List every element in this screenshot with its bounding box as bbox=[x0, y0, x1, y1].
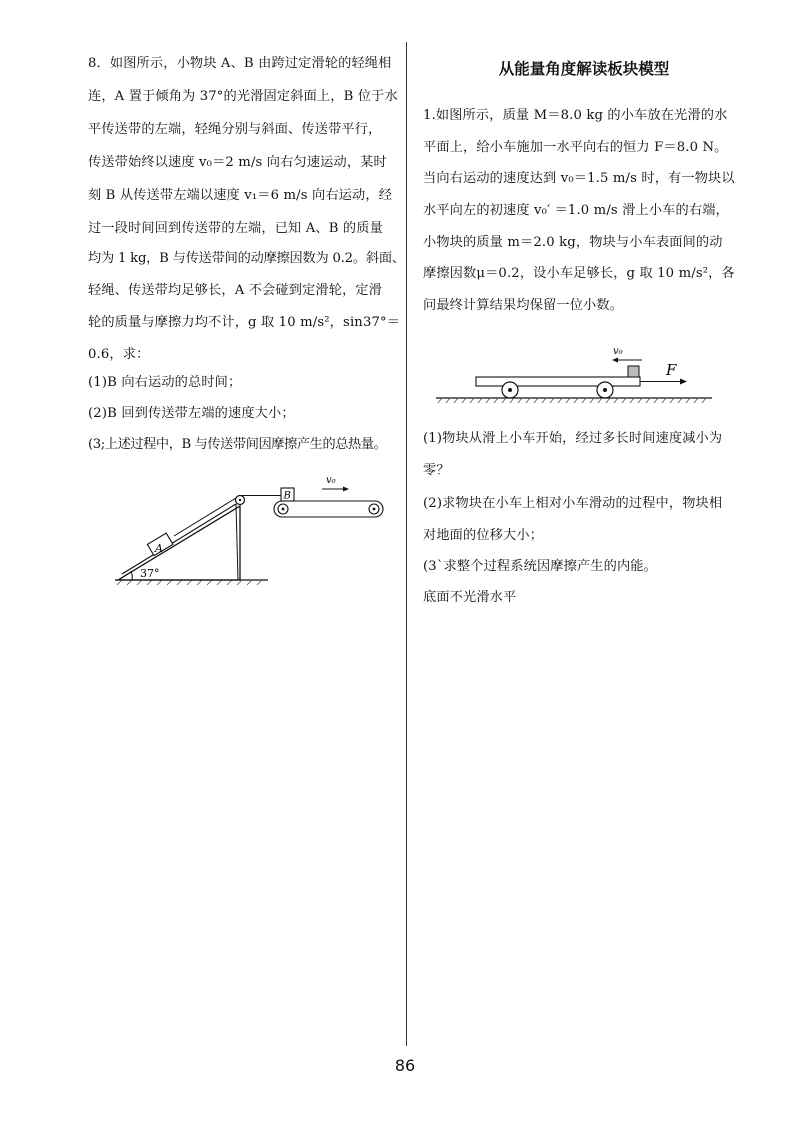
problem-text-line: 当向右运动的速度达到 v₀＝1.5 m/s 时，有一物块以 bbox=[423, 171, 735, 186]
column-divider bbox=[406, 42, 407, 1046]
v0-prime-label: v₀ bbox=[613, 346, 623, 357]
cart-board bbox=[476, 377, 640, 386]
problem-text-line: 小物块的质量 m＝2.0 kg，物块与小车表面间的动 bbox=[423, 235, 723, 250]
block-b-label: B bbox=[283, 490, 291, 502]
problem-text-line: 均为 1 kg，B 与传送带间的动摩擦因数为 0.2。斜面、 bbox=[88, 251, 405, 266]
force-label: F bbox=[666, 361, 677, 379]
problem-text-line: 传送带始终以速度 v₀＝2 m/s 向右匀速运动，某时 bbox=[88, 155, 387, 170]
question-3: (3;上述过程中，B 与传送带间因摩擦产生的总热量。 bbox=[88, 437, 387, 452]
question-3: (3`求整个过程系统因摩擦产生的内能。 bbox=[423, 559, 657, 574]
incline-conveyor-figure bbox=[100, 470, 400, 590]
cart-block-figure bbox=[430, 340, 730, 415]
angle-label: 37° bbox=[140, 567, 160, 580]
question-2: (2)B 回到传送带左端的速度大小； bbox=[88, 406, 295, 421]
problem-text-line: 0.6，求： bbox=[88, 347, 150, 362]
question-1-cont: 零？ bbox=[423, 463, 450, 478]
problem-text-line: 轻绳、传送带均足够长，A 不会碰到定滑轮，定滑 bbox=[88, 283, 383, 298]
problem-text-line: 连，A 置于倾角为 37°的光滑固定斜面上，B 位于水 bbox=[88, 89, 398, 104]
question-1: (1)物块从滑上小车开始，经过多长时间速度减小为 bbox=[423, 431, 723, 446]
problem-text-line: 过一段时间回到传送带的左端，已知 A、B 的质量 bbox=[88, 221, 383, 236]
problem-text-line: 摩擦因数μ＝0.2，设小车足够长，g 取 10 m/s²，各 bbox=[423, 266, 735, 281]
question-2-cont: 对地面的位移大小； bbox=[423, 528, 544, 543]
small-block bbox=[628, 366, 639, 377]
problem-text-line: 8．如图所示，小物块 A、B 由跨过定滑轮的轻绳相 bbox=[88, 56, 392, 71]
section-title: 从能量角度解读板块模型 bbox=[498, 60, 670, 78]
problem-text-line: 平面上，给小车施加一水平向右的恒力 F＝8.0 N。 bbox=[423, 140, 728, 155]
page-number: 86 bbox=[394, 1056, 416, 1075]
handwritten-note: 底面不光滑水平 bbox=[423, 590, 517, 605]
problem-text-line: 1.如图所示，质量 M＝8.0 kg 的小车放在光滑的水 bbox=[423, 108, 728, 123]
problem-text-line: 平传送带的左端，轻绳分别与斜面、传送带平行， bbox=[88, 122, 382, 137]
v0-label: v₀ bbox=[326, 475, 336, 486]
problem-text-line: 问最终计算结果均保留一位小数。 bbox=[423, 298, 624, 313]
problem-text-line: 刻 B 从传送带左端以速度 v₁＝6 m/s 向右运动，经 bbox=[88, 188, 393, 203]
question-2: (2)求物块在小车上相对小车滑动的过程中，物块相 bbox=[423, 496, 723, 511]
question-1: (1)B 向右运动的总时间； bbox=[88, 375, 242, 390]
block-a-label: A bbox=[155, 542, 163, 555]
problem-text-line: 水平向左的初速度 v₀′ ＝1.0 m/s 滑上小车的右端， bbox=[423, 203, 729, 218]
problem-text-line: 轮的质量与摩擦力均不计，g 取 10 m/s²，sin37°＝ bbox=[88, 315, 401, 330]
